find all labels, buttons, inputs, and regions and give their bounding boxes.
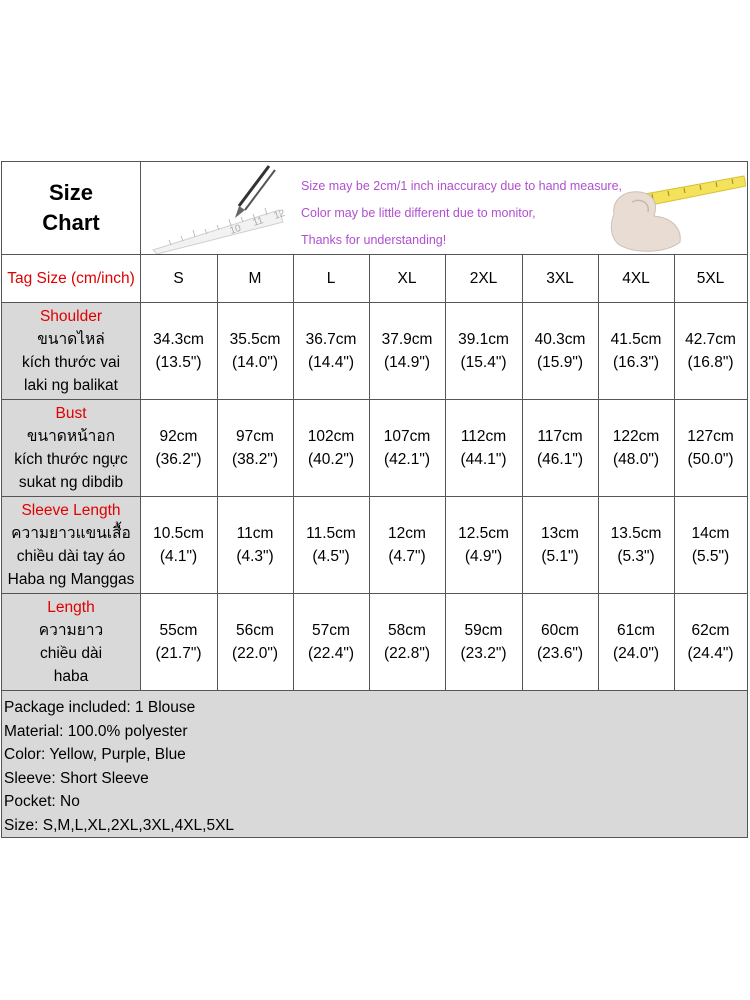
value-cell (445, 400, 523, 496)
measurement-label-cell (2, 303, 141, 399)
translation-vietnamese: kích thước vai (21, 354, 121, 371)
value-cell (140, 303, 218, 399)
value-cell (445, 497, 523, 593)
value-cell (522, 400, 599, 496)
size-header-l (293, 255, 370, 302)
inch-value: (23.6") (537, 645, 583, 662)
value-cell (598, 303, 675, 399)
value-cell (598, 497, 675, 593)
value-cell (293, 400, 370, 496)
chart-title-line2: Chart (42, 210, 100, 235)
inch-value: (16.8") (687, 354, 734, 371)
cm-value: 58cm (388, 622, 426, 639)
cm-value: 42.7cm (685, 331, 736, 348)
inch-value: (23.2") (460, 645, 507, 662)
translation-filipino: sukat ng dibdib (18, 474, 124, 491)
measurement-banner (141, 162, 747, 254)
inch-value: (22.4") (308, 645, 354, 662)
value-cell (369, 594, 446, 690)
value-cell (522, 497, 599, 593)
size-label: S (173, 270, 184, 287)
inch-value: (22.8") (384, 645, 430, 662)
value-cell (293, 303, 370, 399)
cm-value: 13cm (541, 525, 579, 542)
cm-value: 13.5cm (610, 525, 662, 542)
inch-value: (4.5") (312, 548, 350, 565)
cm-value: 57cm (312, 622, 350, 639)
measurement-label-cell (2, 594, 141, 690)
inch-value: (4.3") (236, 548, 274, 565)
value-cell (674, 303, 747, 399)
value-cell (522, 303, 599, 399)
ruler-pencil-image (151, 162, 291, 254)
tag-size-label: Tag Size (cm/inch) (7, 270, 135, 287)
size-label: 5XL (696, 270, 725, 287)
translation-filipino: laki ng balikat (24, 377, 118, 394)
value-cell (140, 497, 218, 593)
cm-value: 10.5cm (153, 525, 204, 542)
inch-value: (14.0") (232, 354, 278, 371)
size-label: 4XL (622, 270, 650, 287)
inch-value: (5.3") (617, 548, 655, 565)
size-header-xl (369, 255, 446, 302)
measurement-row-sleeve-length (2, 497, 747, 594)
ruler-tick-10: 10 (228, 222, 243, 237)
cm-value: 97cm (236, 428, 274, 445)
cm-value: 60cm (541, 622, 579, 639)
cm-value: 55cm (159, 622, 198, 639)
value-cell (445, 303, 523, 399)
product-details (2, 691, 747, 837)
inch-value: (15.4") (460, 354, 507, 371)
translation-vietnamese: chiều dài tay áo (16, 548, 126, 565)
detail-material: Material: 100.0% polyester (4, 722, 188, 740)
cm-value: 56cm (236, 622, 274, 639)
measurement-name: Bust (55, 405, 87, 422)
value-cell (674, 497, 747, 593)
note-hand-measure: Size may be 2cm/1 inch inaccuracy due to hand measure, (301, 179, 623, 193)
cm-value: 35.5cm (229, 331, 281, 348)
size-label: M (248, 270, 262, 287)
size-label: 2XL (469, 270, 498, 287)
value-cell (217, 303, 294, 399)
size-header-m (217, 255, 294, 302)
cm-value: 117cm (537, 428, 583, 445)
inch-value: (4.9") (464, 548, 503, 565)
inch-value: (14.4") (308, 354, 354, 371)
translation-thai: ความยาวแขนเสื้อ (11, 525, 131, 542)
inch-value: (22.0") (232, 645, 278, 662)
size-header-4xl (598, 255, 675, 302)
value-cell (217, 497, 294, 593)
value-cell (369, 497, 446, 593)
translation-filipino: Haba ng Manggas (7, 571, 135, 588)
translation-thai: ความยาว (38, 622, 104, 639)
detail-pocket: Pocket: No (4, 793, 80, 810)
size-header-5xl (674, 255, 747, 302)
measurement-name: Shoulder (39, 308, 103, 325)
value-cell (293, 497, 370, 593)
cm-value: 12.5cm (458, 525, 509, 542)
inch-value: (48.0") (613, 451, 659, 468)
tag-size-row (2, 255, 747, 303)
cm-value: 112cm (460, 428, 507, 445)
cm-value: 62cm (691, 622, 730, 639)
inch-value: (13.5") (155, 354, 202, 371)
translation-thai: ขนาดไหล่ (37, 331, 105, 348)
ruler-tick-11: 11 (251, 215, 265, 229)
measurement-name: Length (47, 599, 95, 616)
value-cell (445, 594, 523, 690)
cm-value: 41.5cm (610, 331, 662, 348)
translation-vietnamese: kích thước ngực (14, 451, 128, 468)
detail-package: Package included: 1 Blouse (4, 699, 196, 716)
size-header-2xl (445, 255, 523, 302)
value-cell (674, 594, 747, 690)
size-label: XL (397, 270, 417, 287)
chart-header (2, 162, 747, 255)
cm-value: 59cm (464, 622, 503, 639)
inch-value: (16.3") (613, 354, 659, 371)
inch-value: (42.1") (384, 451, 430, 468)
measurement-row-length (2, 594, 747, 691)
value-cell (140, 594, 218, 690)
inch-value: (5.5") (691, 548, 730, 565)
value-cell (217, 594, 294, 690)
measurement-row-shoulder (2, 303, 747, 400)
value-cell (217, 400, 294, 496)
tape-measure-hand-image (596, 162, 746, 254)
note-thanks: Thanks for understanding! (301, 233, 447, 247)
inch-value: (5.1") (541, 548, 579, 565)
cm-value: 37.9cm (381, 331, 433, 348)
value-cell (369, 400, 446, 496)
inch-value: (44.1") (460, 451, 507, 468)
cm-value: 11.5cm (306, 525, 356, 542)
tag-size-label-cell (2, 255, 141, 302)
measurement-label-cell (2, 497, 141, 593)
size-header-3xl (522, 255, 599, 302)
measurement-row-bust (2, 400, 747, 497)
cm-value: 11cm (236, 525, 274, 542)
value-cell (598, 594, 675, 690)
inch-value: (50.0") (687, 451, 734, 468)
cm-value: 102cm (307, 428, 355, 445)
inch-value: (46.1") (537, 451, 583, 468)
note-monitor-color: Color may be little different due to monitor, (301, 206, 536, 220)
detail-sizes: Size: S,M,L,XL,2XL,3XL,4XL,5XL (4, 816, 235, 834)
chart-title (2, 162, 141, 254)
translation-vietnamese: chiều dài (39, 645, 103, 662)
inch-value: (4.7") (388, 548, 426, 565)
value-cell (369, 303, 446, 399)
cm-value: 127cm (687, 428, 734, 445)
size-label: 3XL (546, 270, 574, 287)
inch-value: (40.2") (308, 451, 354, 468)
cm-value: 107cm (383, 428, 431, 445)
inch-value: (24.4") (687, 645, 734, 662)
cm-value: 14cm (691, 525, 730, 542)
cm-value: 122cm (612, 428, 660, 445)
value-cell (674, 400, 747, 496)
value-cell (598, 400, 675, 496)
cm-value: 36.7cm (305, 331, 357, 348)
translation-filipino: haba (53, 668, 89, 685)
inch-value: (21.7") (155, 645, 202, 662)
inch-value: (24.0") (613, 645, 659, 662)
value-cell (293, 594, 370, 690)
size-chart-table (1, 161, 748, 838)
value-cell (522, 594, 599, 690)
size-label: L (326, 270, 336, 287)
inch-value: (38.2") (232, 451, 278, 468)
inch-value: (14.9") (384, 354, 430, 371)
translation-thai: ขนาดหน้าอก (26, 428, 116, 445)
cm-value: 92cm (159, 428, 198, 445)
ruler-tick-12: 12 (272, 207, 287, 222)
chart-title-line1: Size (48, 180, 94, 205)
cm-value: 39.1cm (458, 331, 509, 348)
size-header-s (140, 255, 218, 302)
measurement-label-cell (2, 400, 141, 496)
inch-value: (36.2") (155, 451, 202, 468)
detail-sleeve: Sleeve: Short Sleeve (4, 769, 149, 787)
cm-value: 40.3cm (534, 331, 586, 348)
cm-value: 61cm (617, 622, 655, 639)
detail-color: Color: Yellow, Purple, Blue (4, 746, 186, 763)
measurement-name: Sleeve Length (21, 502, 121, 519)
value-cell (140, 400, 218, 496)
inch-value: (4.1") (159, 548, 198, 565)
cm-value: 12cm (388, 525, 426, 542)
inch-value: (15.9") (537, 354, 583, 371)
cm-value: 34.3cm (153, 331, 204, 348)
